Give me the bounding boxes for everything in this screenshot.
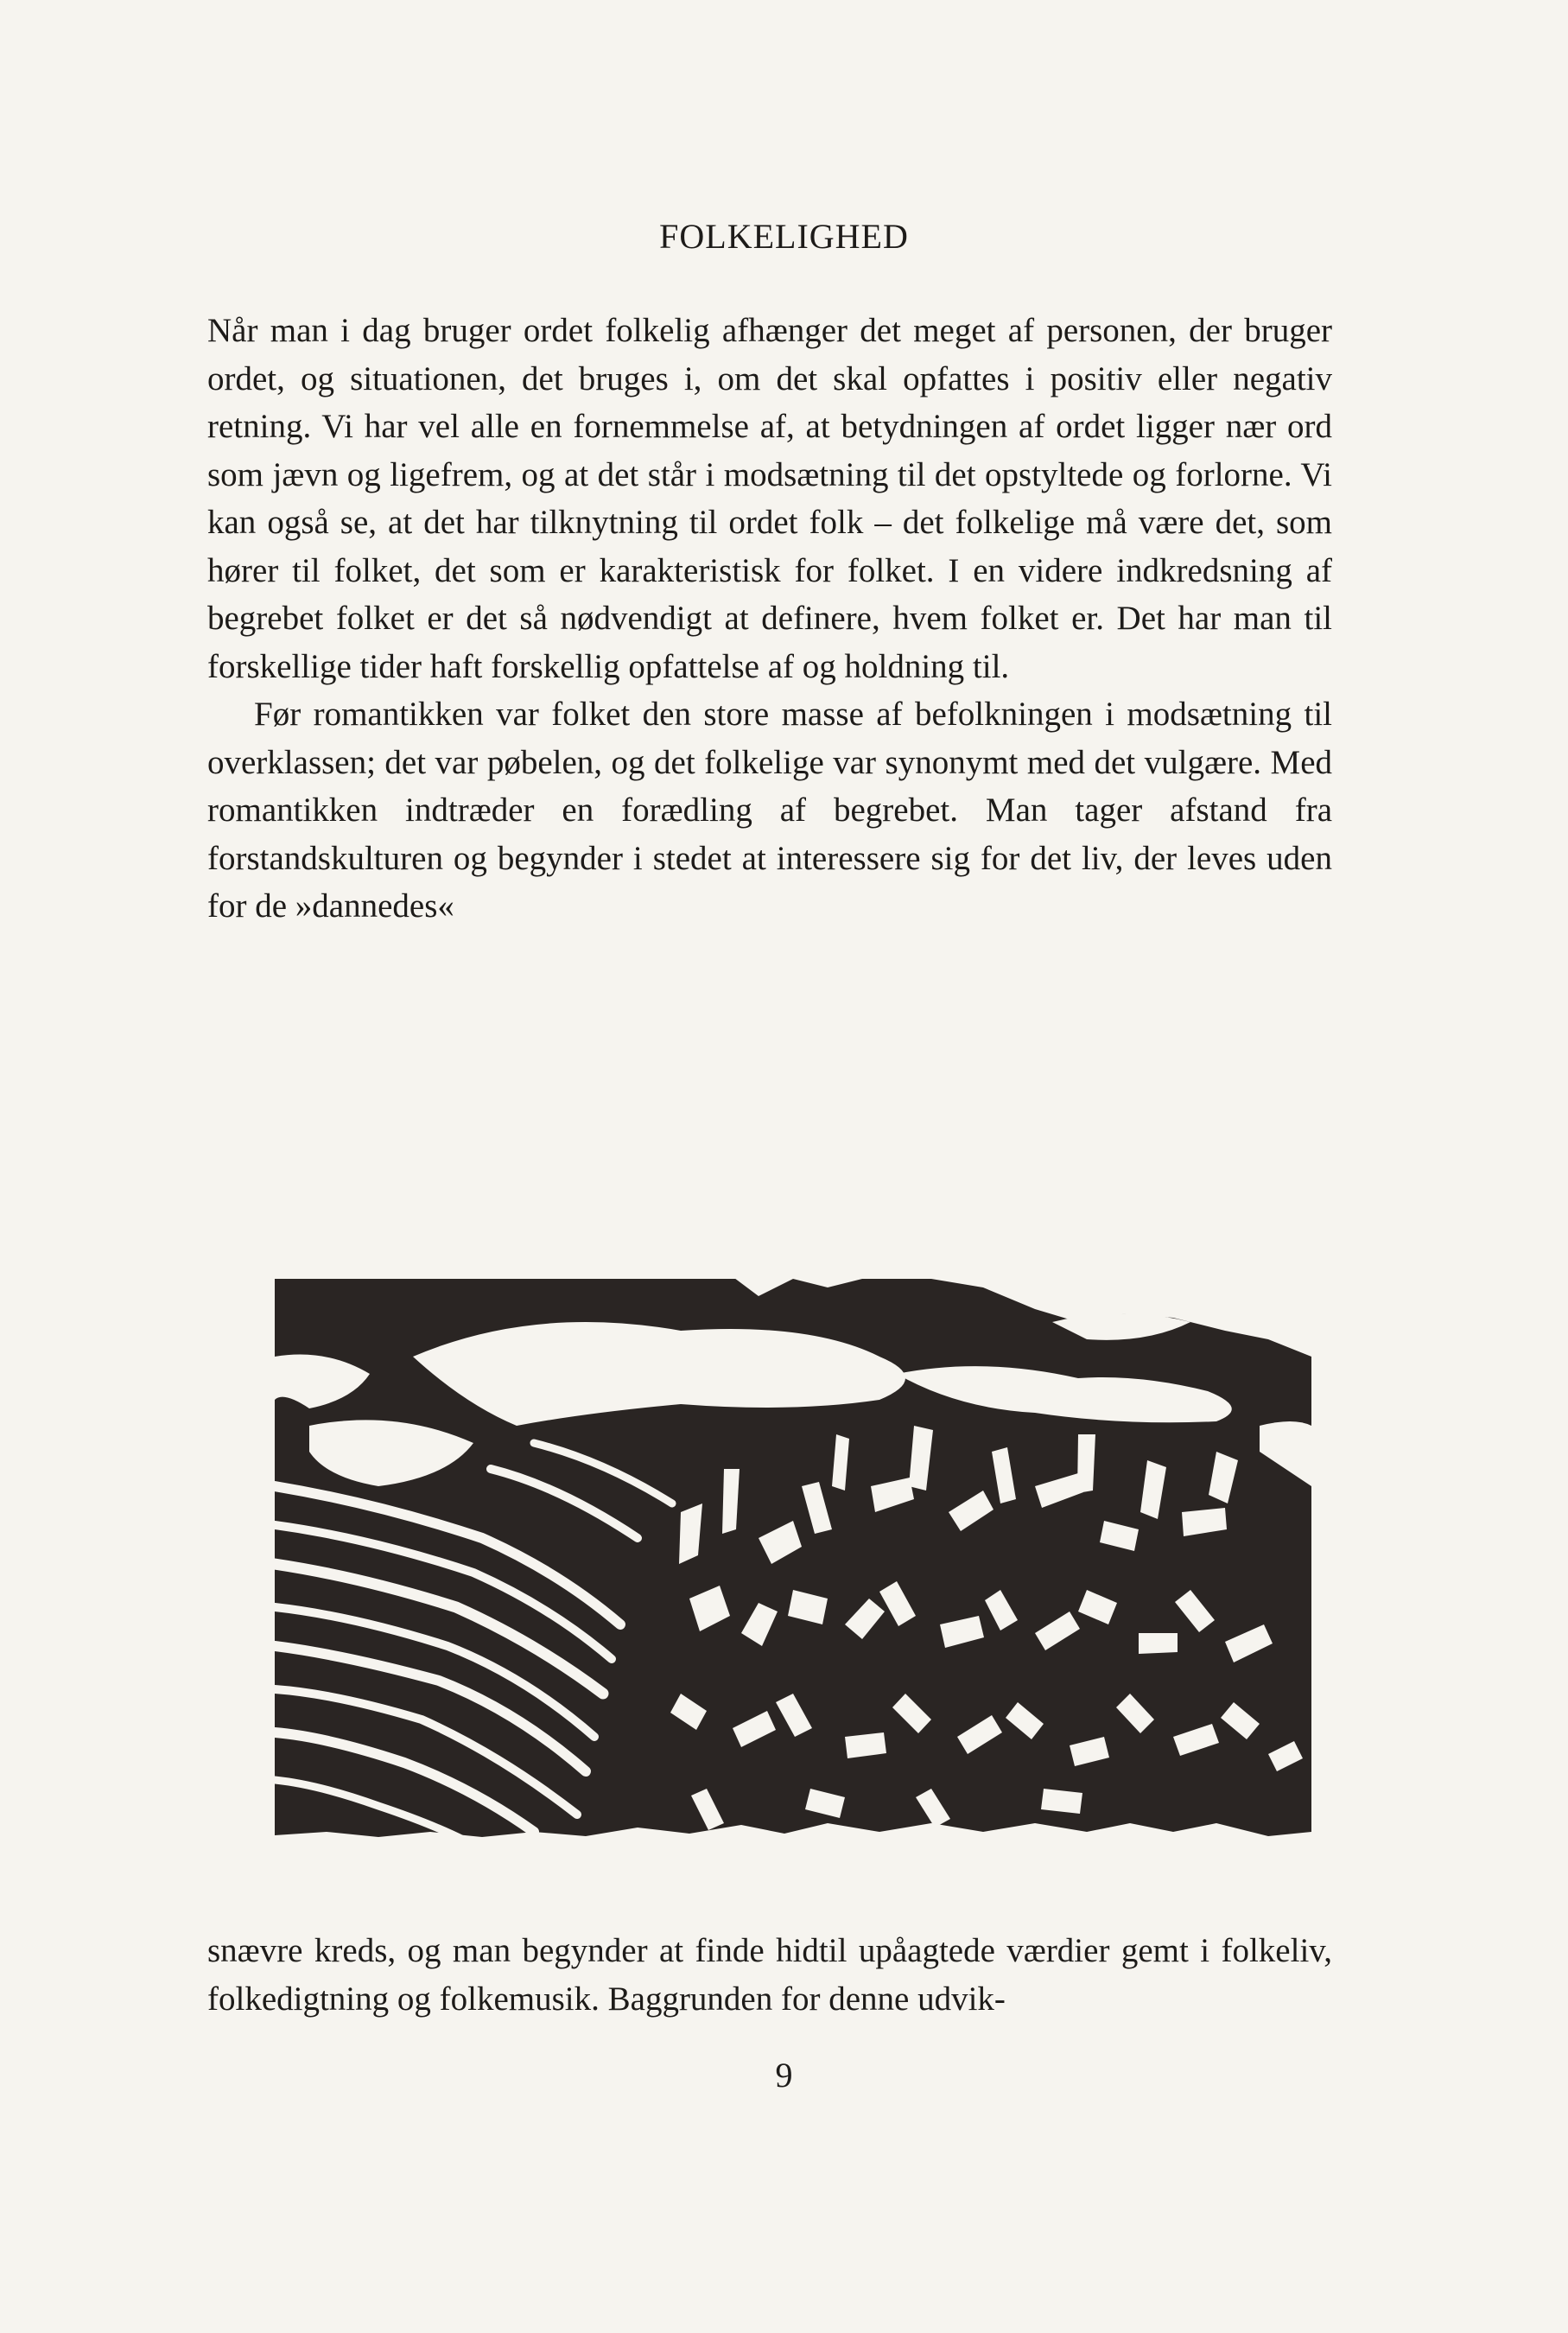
woodcut-illustration [275,1227,1311,1840]
paragraph-2: Før romantikken var folket den store masse af befolkningen i modsætning til overklassen; det var pøbelen, og det folkelige var synonymt med det vulgære. Med romantikken indtræder en forædling af begrebet. Man tager afstand fra forstandskulturen og begynder i stedet at interessere sig for det liv, der leves uden for de »dannedes« [207,696,1332,925]
paragraph-continuation: snævre kreds, og man begynder at finde hidtil upåagtede værdier gemt i folkeliv, folkedigtning og folkemusik. Baggrunden for denne udvik- [207,1932,1332,2018]
chapter-title: FOLKELIGHED [659,217,909,256]
page-number: 9 [775,2056,793,2095]
body-text-top [207,307,1332,931]
body-text-bottom [207,1927,1332,2023]
landscape-woodcut-image [275,1227,1311,1840]
paragraph-1: Når man i dag bruger ordet folkelig afhænger det meget af personen, der bruger ordet, og situationen, det bruges i, om det skal opfattes i positiv eller negativ retning. Vi har vel alle en fornemmelse af, at betydningen af ordet ligger nær ord som jævn og ligefrem, og at det står i modsætning til det opstyltede og forlorne. Vi kan også se, at det har tilknytning til ordet folk – det folkelige må være det, som hører til folket, det som er karakteristisk for folket. I en videre indkredsning af begrebet folket er det så nødvendigt at definere, hvem folket er. Det har man til forskellige tider haft forskellig opfattelse af og holdning til. [207,312,1332,685]
